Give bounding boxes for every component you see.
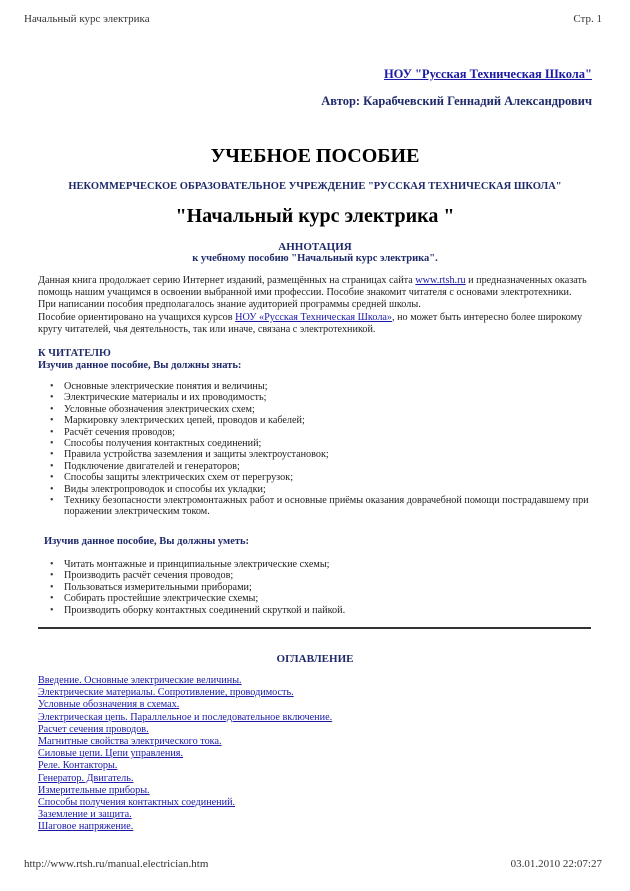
courses-link[interactable]: НОУ «Русская Техническая Школа» [235, 312, 393, 323]
list-item: • Производить расчёт сечения проводов; [38, 570, 591, 581]
toc-link[interactable]: Электрические материалы. Сопротивление, проводимость. [38, 687, 294, 699]
list-item: • Способы получения контактных соединений; [38, 438, 591, 449]
annotation-text: и предназначенных оказать помощь нашим учащимся в освоении выбранной ими профессии. Пособие знакомит читателя с основами электротехники. При написании пособия предполагалось знание аудиторией программы средней школы. [38, 275, 587, 311]
organization-name: НЕКОММЕРЧЕСКОЕ ОБРАЗОВАТЕЛЬНОЕ УЧРЕЖДЕНИЕ "РУССКАЯ ТЕХНИЧЕСКАЯ ШКОЛА" [68, 181, 562, 192]
print-header-page: Стр. 1 [573, 13, 602, 25]
annotation-paragraph-1 [38, 275, 591, 312]
annotation-text: Пособие ориентировано на учащихся курсов [38, 312, 236, 323]
author-line: Автор: Карабчевский Геннадий Александрович [321, 94, 592, 108]
list-item: • Производить оборку контактных соединений скруткой и пайкой. [38, 605, 591, 616]
list-item: • Электрические материалы и их проводимость; [38, 392, 591, 403]
list-item: • Основные электрические понятия и величины; [38, 381, 591, 392]
list-item: • Маркировку электрических цепей, проводов и кабелей; [38, 415, 591, 426]
annotation-title: АННОТАЦИЯ [278, 241, 352, 253]
toc-link[interactable]: Измерительные приборы. [38, 784, 150, 796]
can-list [38, 559, 591, 616]
can-title: Изучив данное пособие, Вы должны уметь: [44, 536, 250, 547]
toc-link[interactable]: Введение. Основные электрические величины. [38, 675, 242, 686]
toc-list [38, 675, 332, 834]
page-heading: УЧЕБНОЕ ПОСОБИЕ [210, 145, 420, 167]
annotation-paragraph-2 [38, 312, 591, 336]
list-item: • Виды электропроводок и способы их укладки; [38, 484, 591, 495]
toc-link[interactable]: Условные обозначения в схемах. [38, 699, 180, 711]
toc-link[interactable]: Силовые цепи. Цепи управления. [38, 748, 184, 760]
toc-link[interactable]: Шаговое напряжение. [38, 821, 134, 833]
toc-link[interactable]: Генератор. Двигатель. [38, 772, 134, 784]
print-header-title: Начальный курс электрика [24, 13, 150, 25]
know-title: Изучив данное пособие, Вы должны знать: [38, 360, 242, 371]
list-item: • Правила устройства заземления и защиты электроустановок; [38, 449, 591, 460]
know-list [38, 381, 591, 518]
section-divider [38, 627, 591, 629]
annotation-subtitle: к учебному пособию "Начальный курс электрика". [192, 253, 438, 264]
list-item: • Расчёт сечения проводов; [38, 427, 591, 438]
book-title: "Начальный курс электрика " [175, 205, 455, 227]
toc-link[interactable]: Электрическая цепь. Параллельное и последовательное включение. [38, 711, 333, 723]
print-footer-url: http://www.rtsh.ru/manual.electrician.htm [24, 858, 209, 870]
toc-link[interactable]: Магнитные свойства электрического тока. [38, 736, 222, 748]
list-item: • Условные обозначения электрических схем; [38, 404, 591, 415]
toc-link[interactable]: Заземление и защита. [38, 809, 132, 821]
toc-link[interactable]: Реле. Контакторы. [38, 760, 118, 772]
list-item: • Читать монтажные и принципиальные электрические схемы; [38, 559, 591, 570]
list-item: • Технику безопасности электромонтажных работ и основные приёмы оказания доврачебной помощи пострадавшему при поражении электрическим током. [38, 495, 591, 518]
list-item: • Пользоваться измерительными приборами; [38, 582, 591, 593]
site-link[interactable]: www.rtsh.ru [415, 275, 466, 286]
list-item: • Способы защиты электрических схем от перегрузок; [38, 472, 591, 483]
toc-link[interactable]: Расчет сечения проводов. [38, 723, 149, 735]
list-item: • Собирать простейшие электрические схемы; [38, 593, 591, 604]
annotation-text: Данная книга продолжает серию Интернет изданий, размещённых на страницах сайта [38, 275, 416, 286]
toc-link[interactable]: Способы получения контактных соединений. [38, 797, 236, 809]
reader-title: К ЧИТАТЕЛЮ [38, 348, 111, 359]
school-link[interactable]: НОУ "Русская Техническая Школа" [383, 67, 592, 81]
list-item: • Подключение двигателей и генераторов; [38, 461, 591, 472]
print-footer-datetime: 03.01.2010 22:07:27 [510, 858, 602, 870]
toc-title: ОГЛАВЛЕНИЕ [276, 653, 354, 665]
annotation-text: , но может быть интересно более широкому кругу читателей, чья деятельность, так или иначе, связана с электротехникой. [38, 312, 583, 336]
